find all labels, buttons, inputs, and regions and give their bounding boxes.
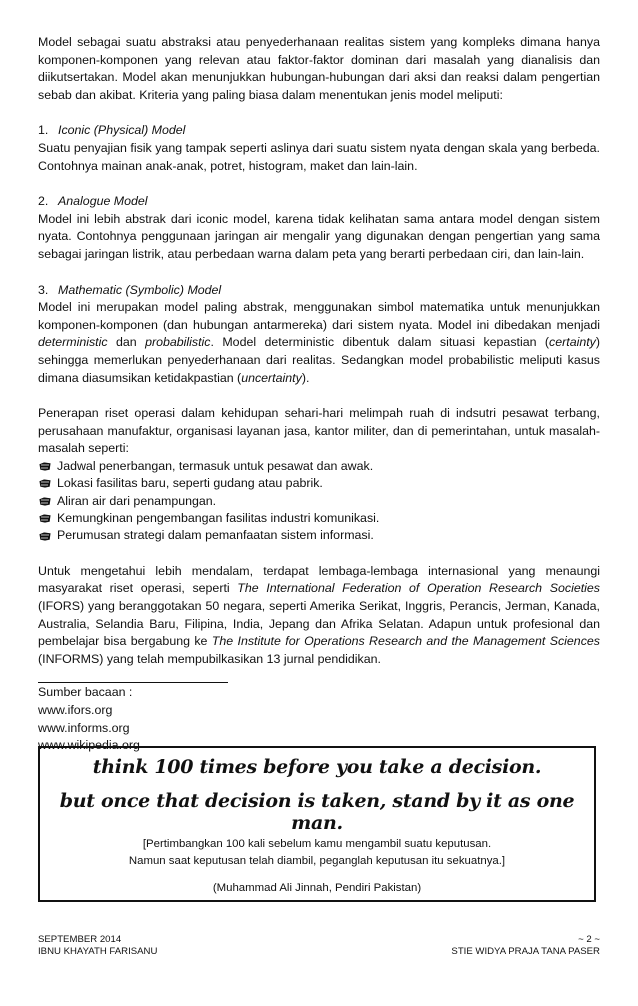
- text-run: ) sehingga memerlukan penyederhanaan dari realitas. Sedangkan model probabilistic meliputi kasus dimana diasumsikan ketidakpastian (: [38, 335, 601, 385]
- list-item-text: Lokasi fasilitas baru, seperti gudang atau pabrik.: [57, 476, 323, 491]
- quote-attribution: (Muhammad Ali Jinnah, Pendiri Pakistan): [212, 882, 422, 894]
- model-title: Analogue Model: [58, 194, 148, 209]
- source-link[interactable]: www.wikipedia.org: [38, 738, 140, 753]
- model-description: Model ini lebih abstrak dari iconic model, karena tidak kelihatan sama antara model dengan sistem nyata. Contohnya penggunaan jaringan air mengalir yang digunakan dengan pengertian yang sama sebagai jaringan listrik, atau perbedaan warna dalam peta yang berarti perbedaan ciri, dan lain-lain.: [38, 211, 600, 261]
- model-heading: [38, 193, 600, 211]
- footer-institution: STIE WIDYA PRAJA TANA PASER: [451, 946, 600, 957]
- term-uncertainty: uncertainty: [241, 370, 302, 385]
- text-run: (IFORS) yang beranggotakan 50 negara, seperti Amerika Serikat, Inggris, Perancis, Jerman, Kanada, Australia, Selandia Baru, Filipina, India, Jepang dan Afrika Selatan. Adapun untuk profesional dan pembelajar bisa bergabung ke: [38, 599, 600, 649]
- bullet-icon: [38, 478, 52, 489]
- model-number: 3.: [38, 282, 49, 297]
- term-deterministic: deterministic: [38, 335, 108, 350]
- source-link[interactable]: www.informs.org: [38, 720, 130, 735]
- bullet-icon: [38, 496, 52, 507]
- source-link[interactable]: www.ifors.org: [38, 702, 113, 717]
- informs-name: The Institute for Operations Research and the Management Sciences: [211, 634, 600, 649]
- intro-paragraph: Model sebagai suatu abstraksi atau penyederhanaan realitas sistem yang kompleks dimana hanya komponen-komponen yang relevan atau faktor-faktor dominan dari masalah yang dianalisis dan diikutsertakan. Model akan menunjukkan hubungan-hubungan dari aksi dan reaksi dalam pengertian sebab dan akibat. Kriteria yang paling biasa dalam menentukan jenis model meliputi:: [38, 35, 600, 102]
- text-run: Untuk mengetahui lebih mendalam, terdapat lembaga-lembaga internasional yang menaungi masyarakat riset operasi, seperti: [38, 563, 600, 596]
- application-list: [38, 458, 600, 545]
- translation-line: [Pertimbangkan 100 kali sebelum kamu mengambil suatu keputusan.: [142, 838, 492, 850]
- text-run: ).: [301, 370, 310, 385]
- model-section-iconic: [38, 122, 600, 175]
- ifors-name: The International Federation of Operation Research Societies: [237, 581, 600, 596]
- text-run: . Model deterministic dibentuk dalam situasi kepastian (: [210, 335, 550, 350]
- quote-box: [38, 746, 596, 902]
- list-item-text: Aliran air dari penampungan.: [57, 493, 217, 508]
- list-item: [38, 475, 600, 492]
- list-item: [38, 527, 600, 544]
- quote-line: but once that decision is taken, stand by it as one man.: [59, 790, 575, 834]
- model-title: Mathematic (Symbolic) Model: [58, 282, 222, 297]
- bullet-icon: [38, 513, 52, 524]
- sources-label: Sumber bacaan :: [38, 685, 133, 700]
- model-description: Suatu penyajian fisik yang tampak seperti aslinya dari suatu sistem nyata dengan skala yang berbeda. Contohnya mainan anak-anak, potret, histogram, maket dan lain-lain.: [38, 140, 600, 173]
- quote-line: think 100 times before you take a decision.: [92, 756, 542, 778]
- list-item-text: Jadwal penerbangan, termasuk untuk pesawat dan awak.: [57, 458, 374, 473]
- model-section-analogue: [38, 193, 600, 263]
- footer-author: IBNU KHAYATH FARISANU: [38, 946, 158, 957]
- list-item: [38, 493, 600, 510]
- page-number: ~ 2 ~: [578, 934, 600, 945]
- quote-translation: [40, 836, 594, 870]
- list-item-text: Perumusan strategi dalam pemanfaatan sistem informasi.: [57, 528, 374, 543]
- sources: [38, 684, 600, 754]
- text-run: dan: [107, 335, 146, 350]
- bullet-icon: [38, 531, 52, 542]
- footer-right: [451, 934, 600, 958]
- institutions-paragraph: [38, 563, 600, 669]
- list-item: [38, 510, 600, 527]
- document-body: [38, 34, 600, 755]
- translation-line: Namun saat keputusan telah diambil, peganglah keputusan itu sekuatnya.]: [128, 855, 506, 867]
- application-intro: Penerapan riset operasi dalam kehidupan sehari-hari melimpah ruah di indsutri pesawat terbang, perusahaan manufaktur, organisasi layanan jasa, kantor militer, dan di pemerintahan, untuk masalah-masalah seperti:: [38, 406, 600, 456]
- list-item: [38, 458, 600, 475]
- model-number: 2.: [38, 194, 49, 209]
- footer-date: SEPTEMBER 2014: [38, 934, 122, 945]
- model-title: Iconic (Physical) Model: [58, 123, 186, 138]
- list-item-text: Kemungkinan pengembangan fasilitas industri komunikasi.: [57, 510, 380, 525]
- model-number: 1.: [38, 123, 49, 138]
- model-section-mathematic: [38, 282, 600, 388]
- term-probabilistic: probabilistic: [145, 335, 211, 350]
- text-run: Model ini merupakan model paling abstrak, menggunakan simbol matematika untuk menunjukkan komponen-komponen (dan hubungan antarmereka) dari sistem nyata. Model ini dibedakan menjadi: [38, 300, 600, 332]
- term-certainty: certainty: [549, 335, 596, 350]
- text-run: (INFORMS) yang telah mempubilkasikan 13 jurnal pendidikan.: [38, 651, 381, 666]
- model-heading: [38, 282, 600, 300]
- model-heading: [38, 122, 600, 140]
- bullet-icon: [38, 461, 52, 472]
- model-description: [38, 299, 600, 387]
